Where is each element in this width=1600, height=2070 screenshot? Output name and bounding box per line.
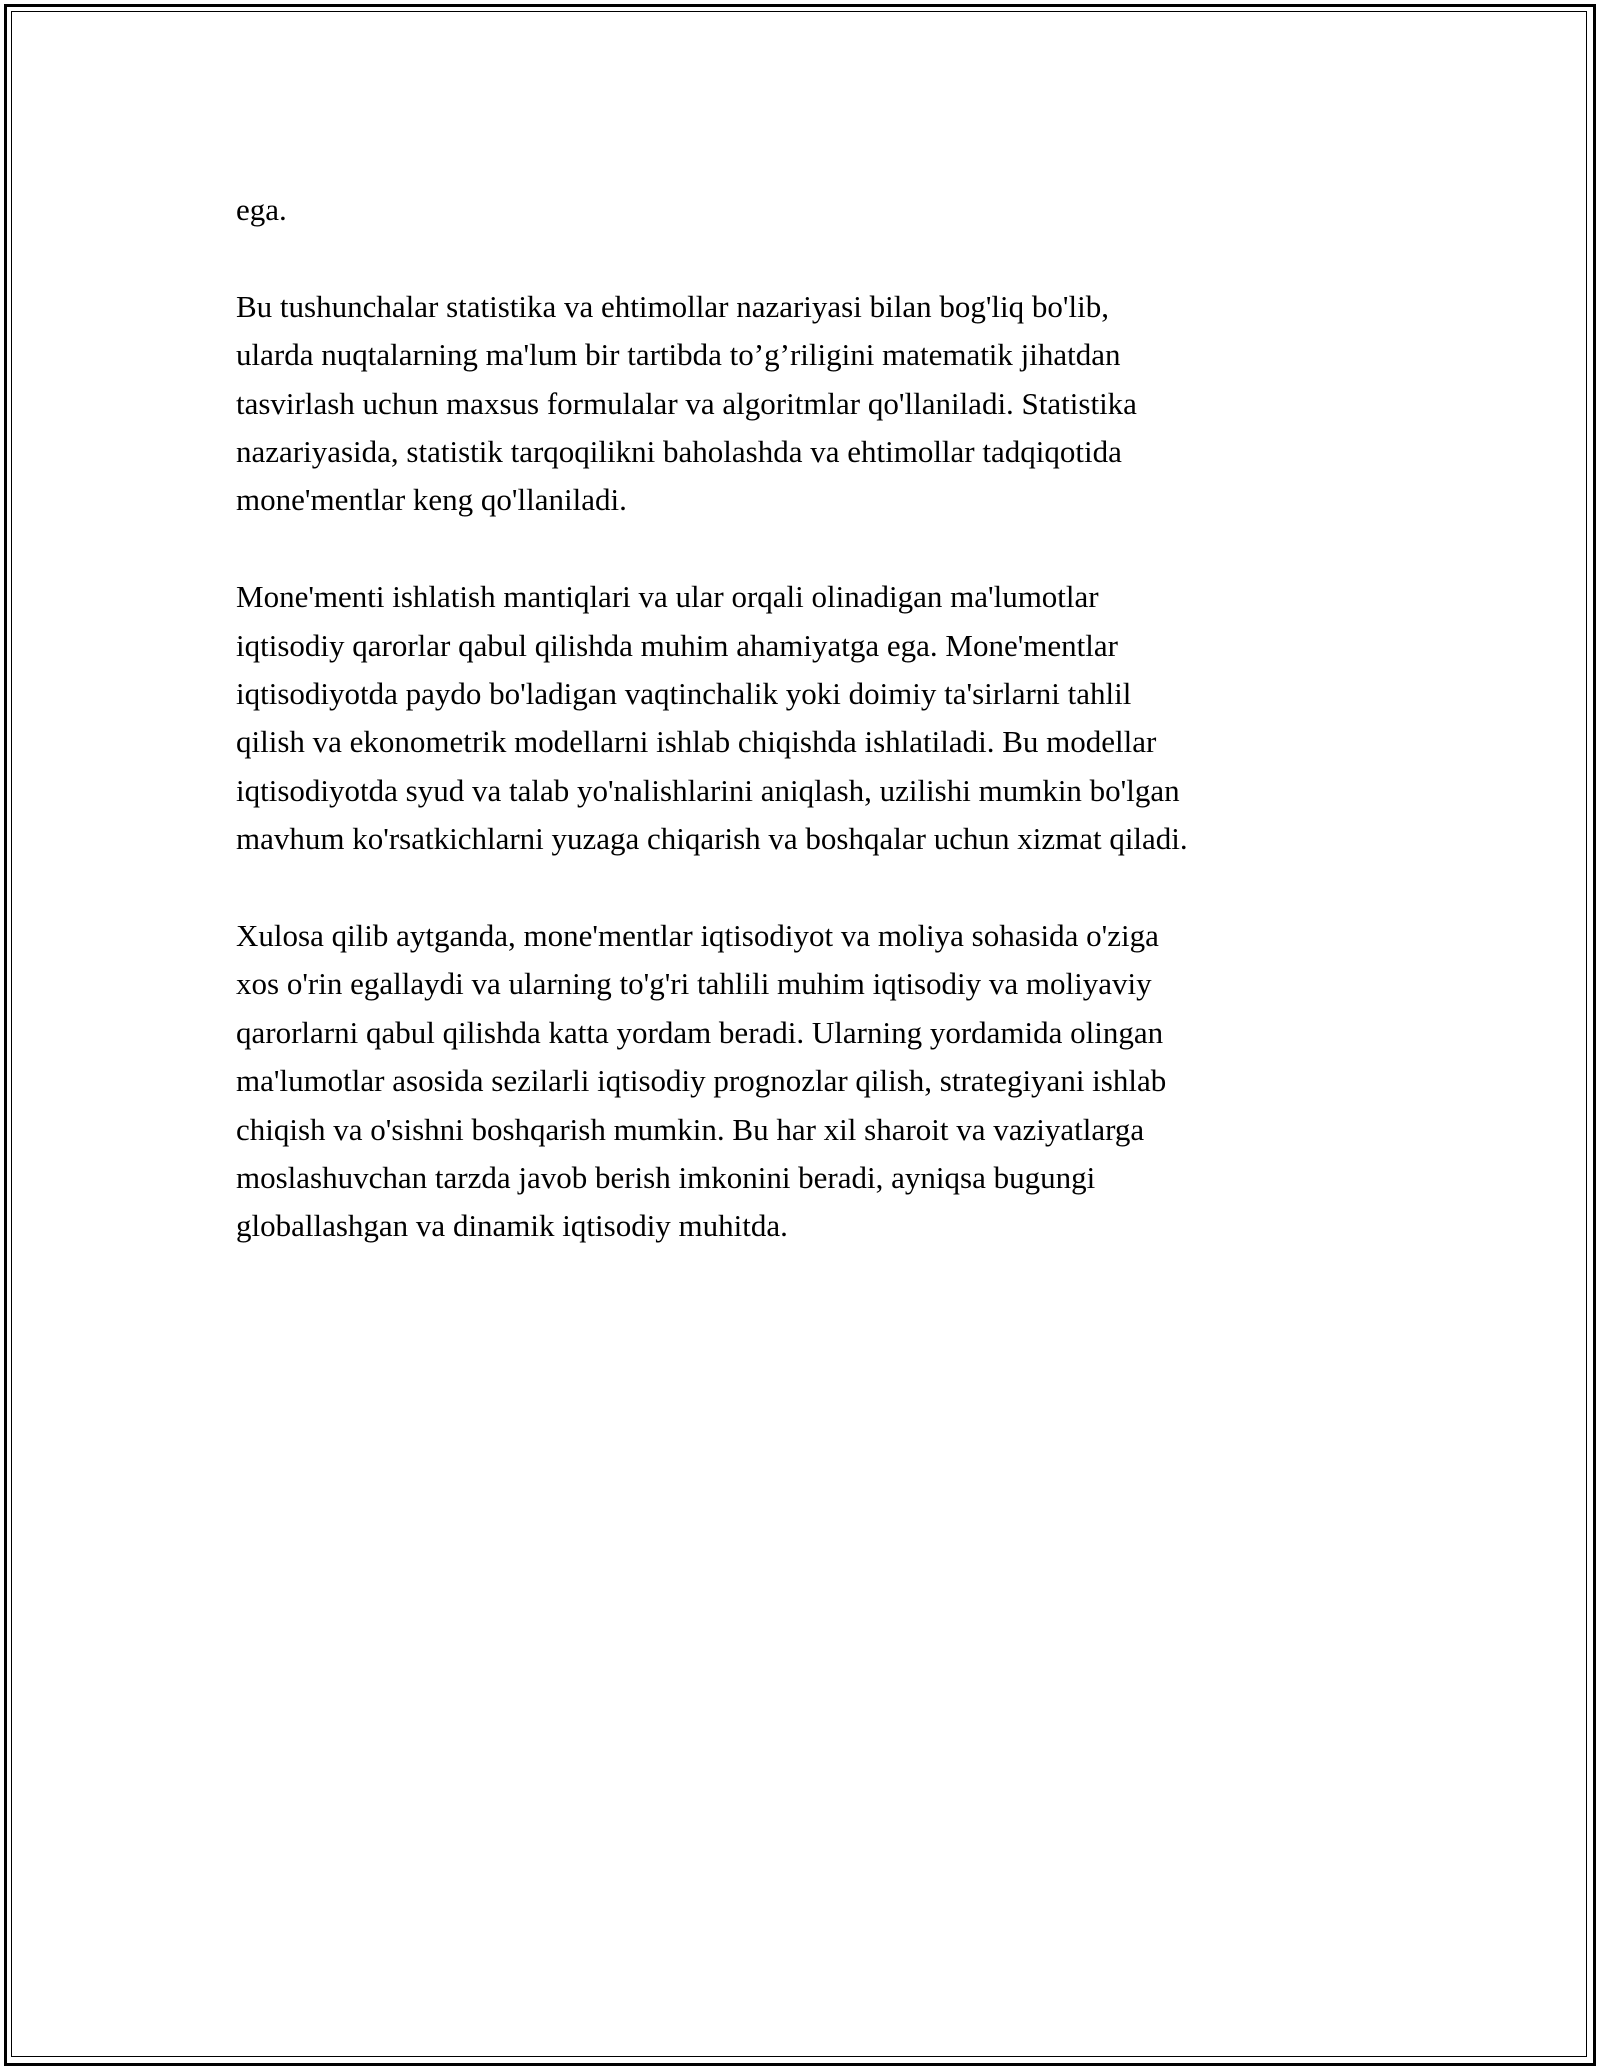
text-line: Bu tushunchalar statistika va ehtimollar nazariyasi bilan bog'liq bo'lib, (236, 288, 1109, 324)
text-line: ega. (236, 192, 287, 227)
text-line: iqtisodiyotda syud va talab yo'nalishlarini aniqlash, uzilishi mumkin bo'lgan (236, 772, 1180, 808)
paragraph-3 (236, 573, 1396, 863)
text-line: chiqish va o'sishni boshqarish mumkin. Bu har xil sharoit va vaziyatlarga (236, 1111, 1145, 1147)
text-line: mone'mentlar keng qo'llaniladi. (236, 482, 627, 518)
paragraph-1 (236, 186, 1396, 234)
text-line: qilish va ekonometrik modellarni ishlab chiqishda ishlatiladi. Bu modellar (236, 724, 1157, 760)
document-body (236, 186, 1396, 1299)
text-line: mavhum ko'rsatkichlarni yuzaga chiqarish va boshqalar uchun xizmat qiladi. (236, 821, 1188, 857)
text-line: Mone'menti ishlatish mantiqlari va ular orqali olinadigan ma'lumotlar (236, 579, 1099, 615)
text-line: globallashgan va dinamik iqtisodiy muhitda. (236, 1208, 788, 1244)
text-line: tasvirlash uchun maxsus formulalar va algoritmlar qo'llaniladi. Statistika (236, 385, 1137, 421)
text-line: xos o'rin egallaydi va ularning to'g'ri tahlili muhim iqtisodiy va moliyaviy (236, 966, 1152, 1002)
text-line: Xulosa qilib aytganda, mone'mentlar iqtisodiyot va moliya sohasida o'ziga (236, 918, 1159, 954)
text-line: iqtisodiy qarorlar qabul qilishda muhim ahamiyatga ega. Mone'mentlar (236, 627, 1118, 663)
paragraph-4 (236, 912, 1396, 1251)
text-line: ma'lumotlar asosida sezilarli iqtisodiy prognozlar qilish, strategiyani ishlab (236, 1063, 1167, 1099)
text-line: qarorlarni qabul qilishda katta yordam beradi. Ularning yordamida olingan (236, 1014, 1164, 1050)
text-line: nazariyasida, statistik tarqoqilikni baholashda va ehtimollar tadqiqotida (236, 434, 1122, 470)
text-line: ularda nuqtalarning ma'lum bir tartibda to’g’riligini matematik jihatdan (236, 337, 1121, 373)
paragraph-2 (236, 283, 1396, 525)
text-line: iqtisodiyotda paydo bo'ladigan vaqtinchalik yoki doimiy ta'sirlarni tahlil (236, 676, 1132, 712)
text-line: moslashuvchan tarzda javob berish imkonini beradi, ayniqsa bugungi (236, 1160, 1096, 1196)
